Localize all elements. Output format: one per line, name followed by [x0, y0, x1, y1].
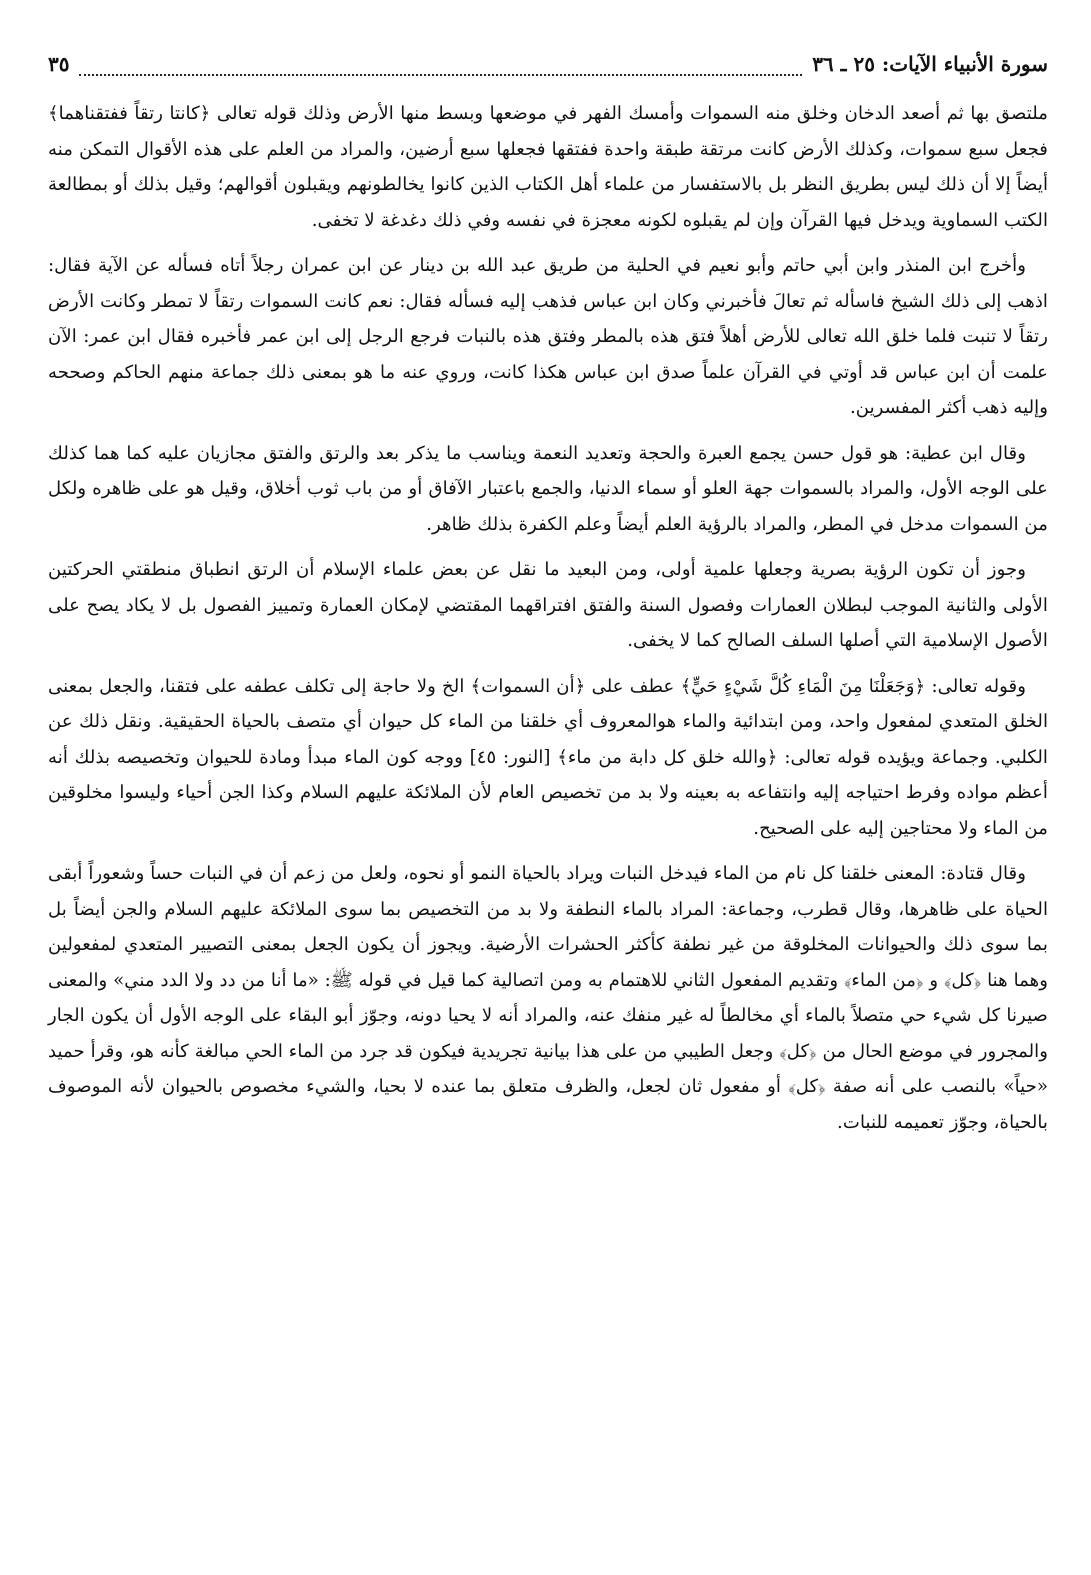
paragraph: ملتصق بها ثم أصعد الدخان وخلق منه السموات وأمسك الفهر في موضعها وبسط منها الأرض وذلك قوله تعالى ﴿كانتا رتقاً ففتقناهما﴾ فجعل سبع سموات، وكذلك الأرض كانت مرتقة طبقة واحدة ففتقها فجعلها سبع أرضين، والمراد من العلم على هذه الأقوال التمكن منه أيضاً إلا أن ذلك ليس بطريق النظر بل بالاستفسار من علماء أهل الكتاب الذين كانوا يخالطونهم ويقبلون أقوالهم؛ وقيل بذلك أو بمطالعة الكتب السماوية ويدخل فيها القرآن وإن لم يقبلوه لكونه معجزة في نفسه وفي ذلك دغدغة لا تخفى. — [48, 103, 1048, 231]
page-body — [48, 96, 1048, 1140]
paragraph: وقوله تعالى: ﴿وَجَعَلْنَا مِنَ الْمَاءِ كُلَّ شَيْءٍ حَيٍّ﴾ عطف على ﴿أن السموات﴾ الخ ولا حاجة إلى تكلف عطفه على فتقنا، والجعل بمعنى الخلق المتعدي لمفعول واحد، ومن ابتدائية والماء هوالمعروف أي خلقنا من الماء كل حيوان أي متصف بالحياة الحقيقية. ونقل ذلك عن الكلبي. وجماعة ويؤيده قوله تعالى: ﴿والله خلق كل دابة من ماء﴾ [النور: ٤٥] ووجه كون الماء مبدأ ومادة للحيوان وتخصيصه بذلك أنه أعظم مواده وفرط احتياجه إليه وانتفاعه به بعينه ولا بد من تخصيص العام لأن الملائكة عليهم السلام وكذا الجن أحياء وليسوا مخلوقين من الماء ولا محتاجين إليه على الصحيح. — [48, 675, 1049, 839]
page-number: ٣٥ — [48, 52, 70, 76]
paragraph: وأخرج ابن المنذر وابن أبي حاتم وأبو نعيم في الحلية من طريق عبد الله بن دينار عن ابن عمران رجلاً أتاه فسأله عن الآية فقال: اذهب إلى ذلك الشيخ فاسأله ثم تعالَ فأخبرني وكان ابن عباس فذهب إليه فسأله فقال: نعم كانت السموات رتقاً لا تمطر وكانت الأرض رتقاً لا تنبت فلما خلق الله تعالى للأرض أهلاً فتق هذه بالمطر وفتق هذه بالنبات فرجع الرجل إلى ابن عمر فأخبره فقال ابن عمر: الآن علمت أن ابن عباس قد أوتي في القرآن علماً صدق ابن عباس هكذا كانت، وروي عنه ما هو بمعنى ذلك جماعة منهم الحاكم وصححه وإليه ذهب أكثر المفسرين. — [48, 255, 1048, 418]
page-header — [48, 52, 1048, 82]
paragraph: وجوز أن تكون الرؤية بصرية وجعلها علمية أولى، ومن البعيد ما نقل عن بعض علماء الإسلام أن الرتق انطباق منطقتي الحركتين الأولى والثانية الموجب لبطلان العمارات وفصول السنة والفتق افتراقهما المقتضي لإمكان العمارة وتمييز الفصول بل لا يكاد يصح على الأصول الإسلامية التي أصلها السلف الصالح كما لا يخفى. — [48, 559, 1048, 651]
header-leader-dots — [79, 60, 802, 76]
page-title: سورة الأنبياء الآيات: ٢٥ ـ ٣٦ — [812, 52, 1048, 76]
paragraph: وقال ابن عطية: هو قول حسن يجمع العبرة والحجة وتعديد النعمة ويناسب ما يذكر بعد والرتق والفتق مجازيان عليه كما هما كذلك على الوجه الأول، والمراد بالسموات جهة العلو أو سماء الدنيا، والجمع باعتبار الآفاق أو من باب ثوب أخلاق، وقيل هو على ظاهره ولكل من السموات مدخل في المطر، والمراد بالرؤية العلم أيضاً وعلم الكفرة بذلك ظاهر. — [48, 442, 1048, 535]
document-page — [48, 52, 1048, 1150]
paragraph: وقال قتادة: المعنى خلقنا كل نام من الماء فيدخل النبات ويراد بالحياة النمو أو نحوه، ولعل من زعم أن في النبات حساً وشعوراً أبقى الحياة على ظاهرها، وقال قطرب، وجماعة: المراد بالماء النطفة ولا بد من التخصيص بما سوى الملائكة عليهم السلام والجن أيضاً بل بما سوى ذلك والحيوانات المخلوقة من غير نطفة كأكثر الحشرات الأرضية. ويجوز أن يكون الجعل بمعنى التصيير المتعدي لمفعولين وهما هنا ﴿كل﴾ و ﴿من الماء﴾ وتقديم المفعول الثاني للاهتمام به ومن اتصالية كما قيل في قوله ﷺ: «ما أنا من دد ولا الدد مني» والمعنى صيرنا كل شيء حي متصلاً بالماء أي مخالطاً له غير منفك عنه، والمراد أنه لا يحيا دونه، وجوّز أبو البقاء على الوجه الأول أن يكون الجار والمجرور في موضع الحال من ﴿كل﴾ وجعل الطيبي من على هذا بيانية تجريدية فيكون قد جرد من الماء الحي مبالغة كأنه هو، وقرأ حميد «حياً» بالنصب على أنه صفة ﴿كل﴾ أو مفعول ثان لجعل، والظرف متعلق بما عنده لا بحيا، والشيء مخصوص بالحيوان لأنه الموصوف بالحياة، وجوّز تعميمه للنبات. — [48, 863, 1048, 1133]
